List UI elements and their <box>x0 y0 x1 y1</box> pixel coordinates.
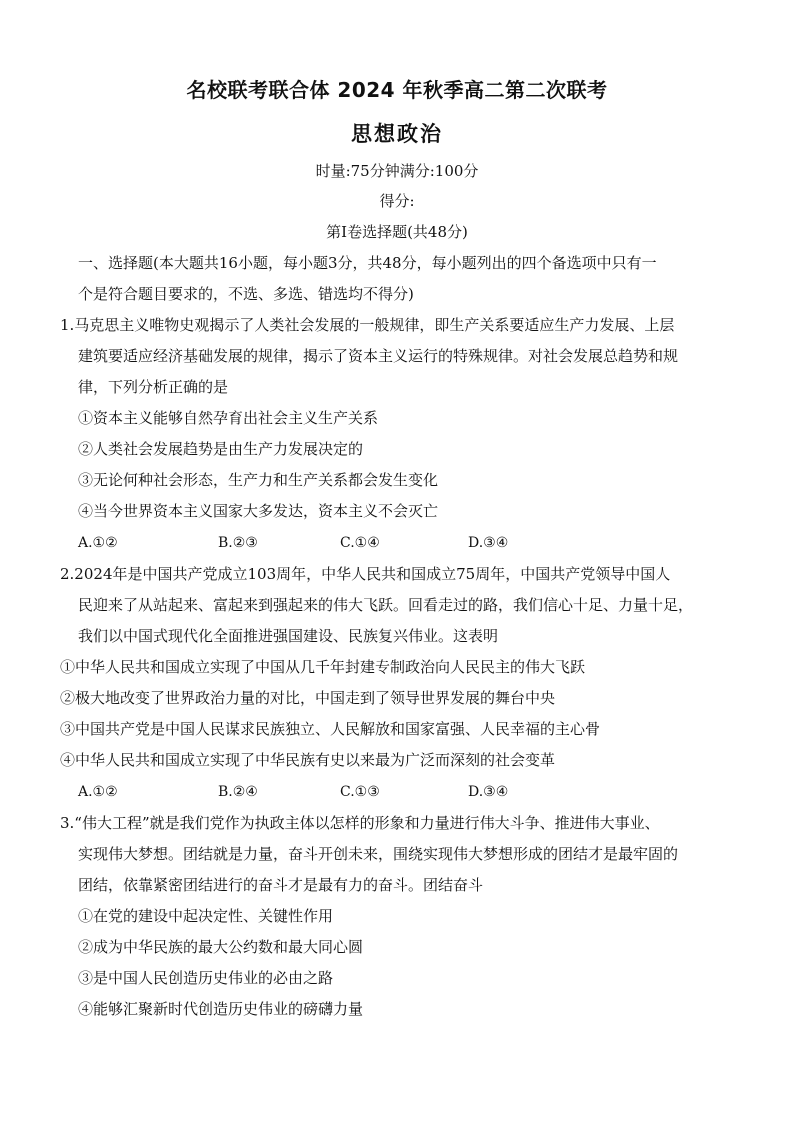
q3-statement-4: ④能够汇聚新时代创造历史伟业的磅礴力量 <box>78 1000 364 1018</box>
q3-statement-2: ②成为中华民族的最大公约数和最大同心圆 <box>78 938 364 956</box>
q2-option-d: D.③④ <box>468 784 509 800</box>
q1-option-c: C.①④ <box>340 535 380 551</box>
q3-stem-line-3: 团结，依靠紧密团结进行的奋斗才是最有力的奋斗。团结奋斗 <box>78 876 484 894</box>
subject-title: 思想政治 <box>351 122 443 146</box>
q2-statement-2: ②极大地改变了世界政治力量的对比，中国走到了领导世界发展的舞台中央 <box>60 689 556 707</box>
q3-statement-3: ③是中国人民创造历史伟业的必由之路 <box>78 969 334 987</box>
q1-option-d: D.③④ <box>468 535 509 551</box>
score-label: 得分: <box>379 192 415 210</box>
q2-option-a: A.①② <box>78 784 118 800</box>
q2-stem-line-3: 我们以中国式现代化全面推进强国建设、民族复兴伟业。这表明 <box>78 627 499 645</box>
section-title: 第Ⅰ卷选择题(共48分) <box>326 223 468 241</box>
q1-statement-3: ③无论何种社会形态，生产力和生产关系都会发生变化 <box>78 471 439 489</box>
q3-stem-line-2: 实现伟大梦想。团结就是力量，奋斗开创未来，围绕实现伟大梦想形成的团结才是最牢固的 <box>78 845 679 863</box>
q2-stem-line-1: 2.2024年是中国共产党成立103周年，中华人民共和国成立75周年，中国共产党领导中国人 <box>60 565 671 583</box>
instructions-line-2: 个是符合题目要求的，不选、多选、错选均不得分) <box>78 285 414 303</box>
q2-stem-line-2: 民迎来了从站起来、富起来到强起来的伟大飞跃。回看走过的路，我们信心十足、力量十足， <box>78 596 694 614</box>
q1-statement-4: ④当今世界资本主义国家大多发达，资本主义不会灭亡 <box>78 502 439 520</box>
q2-statement-4: ④中华人民共和国成立实现了中华民族有史以来最为广泛而深刻的社会变革 <box>60 751 556 769</box>
q1-stem-line-2: 建筑要适应经济基础发展的规律，揭示了资本主义运行的特殊规律。对社会发展总趋势和规 <box>78 347 679 365</box>
q2-option-c: C.①③ <box>340 784 380 800</box>
q1-stem-line-1: 1.马克思主义唯物史观揭示了人类社会发展的一般规律，即生产关系要适应生产力发展、上层 <box>60 316 675 334</box>
q3-stem-line-1: 3.“伟大工程”就是我们党作为执政主体以怎样的形象和力量进行伟大斗争、推进伟大事业、 <box>60 814 660 832</box>
q2-option-b: B.②④ <box>218 784 258 800</box>
q1-option-b: B.②③ <box>218 535 258 551</box>
instructions-line-1: 一、选择题(本大题共16小题，每小题3分，共48分，每小题列出的四个备选项中只有一 <box>78 254 657 272</box>
exam-title: 名校联考联合体 2024 年秋季高二第二次联考 <box>186 78 608 102</box>
q1-option-a: A.①② <box>78 535 118 551</box>
q3-statement-1: ①在党的建设中起决定性、关键性作用 <box>78 907 334 925</box>
q1-stem-line-3: 律，下列分析正确的是 <box>78 378 229 396</box>
q1-statement-1: ①资本主义能够自然孕育出社会主义生产关系 <box>78 409 379 427</box>
q1-statement-2: ②人类社会发展趋势是由生产力发展决定的 <box>78 440 364 458</box>
time-info: 时量:75分钟满分:100分 <box>315 162 479 180</box>
q2-statement-3: ③中国共产党是中国人民谋求民族独立、人民解放和国家富强、人民幸福的主心骨 <box>60 720 601 738</box>
q2-statement-1: ①中华人民共和国成立实现了中国从几千年封建专制政治向人民民主的伟大飞跃 <box>60 658 586 676</box>
